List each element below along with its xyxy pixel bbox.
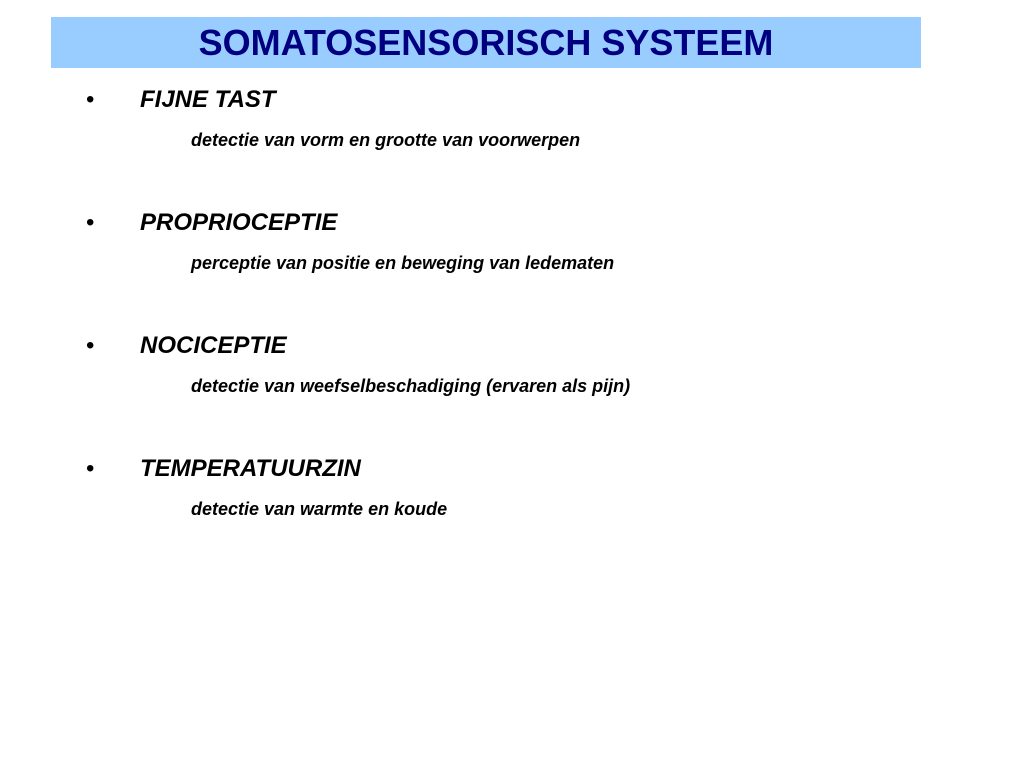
item-description-temperatuurzin: detectie van warmte en koude bbox=[191, 499, 448, 519]
title-banner bbox=[51, 17, 921, 68]
item-heading-fijne-tast: FIJNE TAST bbox=[140, 86, 276, 113]
item-heading-proprioceptie: PROPRIOCEPTIE bbox=[140, 209, 338, 236]
bullet-marker-2: • bbox=[86, 209, 95, 236]
item-heading-nociceptie: NOCICEPTIE bbox=[140, 332, 287, 359]
item-description-fijne-tast: detectie van vorm en grootte van voorwerpen bbox=[191, 130, 581, 150]
item-heading-temperatuurzin: TEMPERATUURZIN bbox=[140, 455, 361, 482]
bullet-marker-4: • bbox=[86, 455, 95, 482]
bullet-marker-3: • bbox=[86, 332, 95, 359]
item-description-proprioceptie: perceptie van positie en beweging van ledematen bbox=[191, 253, 615, 273]
item-description-nociceptie: detectie van weefselbeschadiging (ervaren als pijn) bbox=[191, 376, 631, 396]
slide-title: SOMATOSENSORISCH SYSTEEM bbox=[198, 22, 774, 63]
bullet-marker-1: • bbox=[86, 86, 95, 113]
